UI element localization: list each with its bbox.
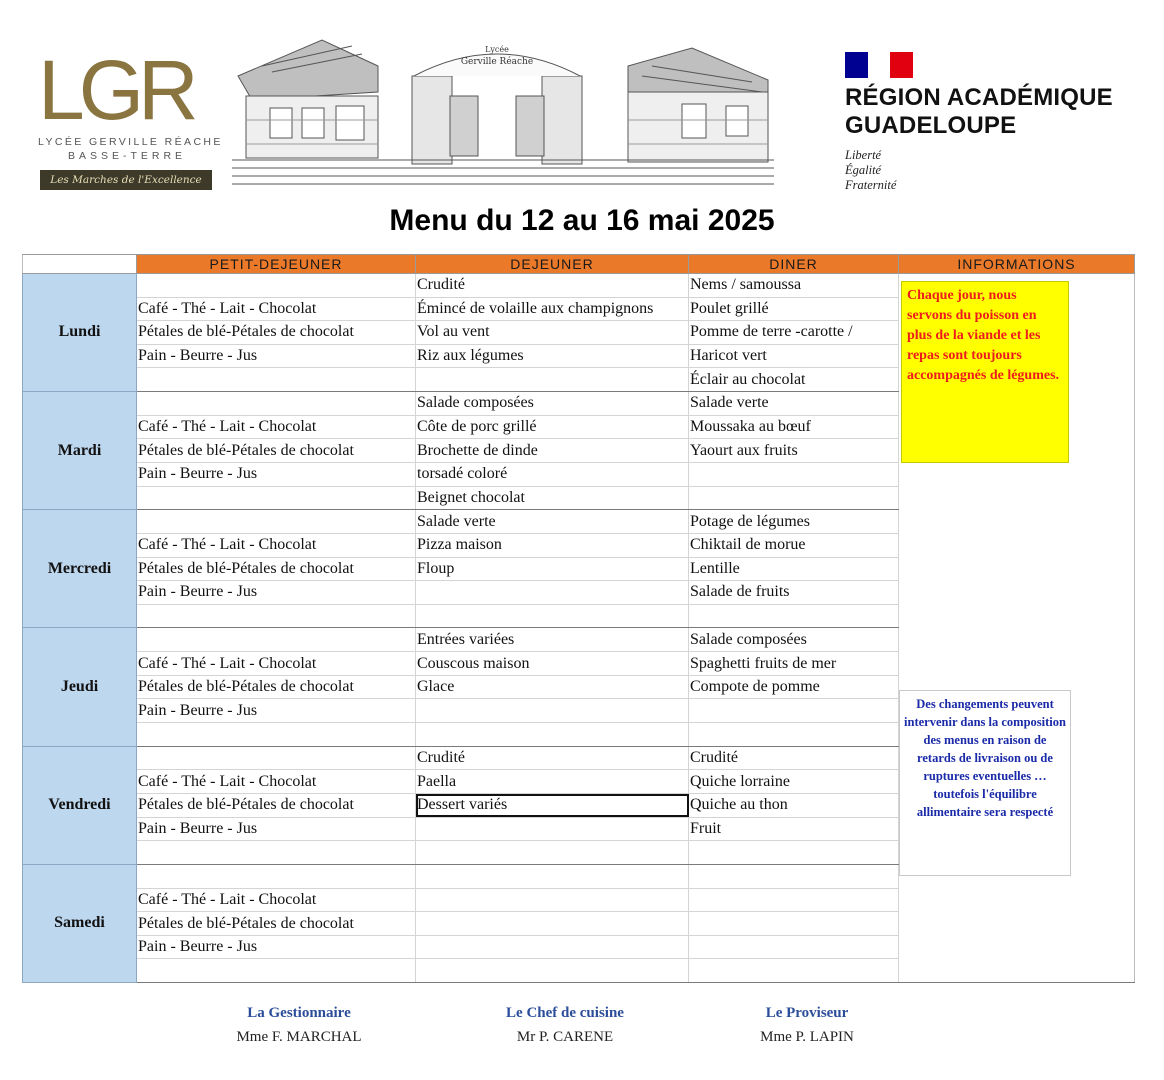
column-header-diner: DINER bbox=[689, 255, 899, 274]
signature-name: Mme F. MARCHAL bbox=[236, 1029, 362, 1045]
diner-cell[interactable] bbox=[689, 935, 899, 959]
petit-dejeuner-cell[interactable]: Café - Thé - Lait - Chocolat bbox=[137, 888, 416, 912]
dejeuner-cell[interactable] bbox=[416, 864, 689, 888]
column-header-informations: INFORMATIONS bbox=[899, 255, 1135, 274]
lgr-logo-school-name: LYCÉE GERVILLE RÉACHE bbox=[38, 136, 223, 148]
petit-dejeuner-cell[interactable]: Pain - Beurre - Jus bbox=[137, 462, 416, 486]
petit-dejeuner-cell[interactable] bbox=[137, 486, 416, 510]
petit-dejeuner-cell[interactable] bbox=[137, 391, 416, 415]
dejeuner-cell[interactable]: Crudité bbox=[416, 274, 689, 298]
dejeuner-cell[interactable] bbox=[416, 817, 689, 841]
dejeuner-cell[interactable]: Salade composées bbox=[416, 391, 689, 415]
diner-cell[interactable] bbox=[689, 841, 899, 865]
petit-dejeuner-cell[interactable]: Pétales de blé-Pétales de chocolat bbox=[137, 321, 416, 345]
signature-chef-de-cuisine bbox=[465, 1003, 665, 1047]
dejeuner-cell[interactable] bbox=[416, 841, 689, 865]
petit-dejeuner-cell[interactable] bbox=[137, 628, 416, 652]
french-flag-icon bbox=[845, 52, 913, 78]
info-note-poisson: Chaque jour, nous servons du poisson en plus de la viande et les repas sont toujours accompagnés de légumes. bbox=[901, 281, 1069, 463]
signature-role: Le Chef de cuisine bbox=[506, 1005, 624, 1021]
motto-egalite: Égalité bbox=[845, 163, 882, 177]
lgr-logo-mark: LGR bbox=[38, 43, 193, 137]
diner-cell[interactable] bbox=[689, 604, 899, 628]
petit-dejeuner-cell[interactable] bbox=[137, 746, 416, 770]
dejeuner-cell[interactable]: Paella bbox=[416, 770, 689, 794]
diner-cell[interactable]: Moussaka au bœuf bbox=[689, 415, 899, 439]
diner-cell[interactable]: Lentille bbox=[689, 557, 899, 581]
region-academique-logo bbox=[845, 52, 1113, 193]
dejeuner-cell[interactable]: Crudité bbox=[416, 746, 689, 770]
motto-fraternite: Fraternité bbox=[845, 178, 897, 192]
petit-dejeuner-cell[interactable] bbox=[137, 841, 416, 865]
petit-dejeuner-cell[interactable]: Café - Thé - Lait - Chocolat bbox=[137, 297, 416, 321]
diner-cell[interactable]: Compote de pomme bbox=[689, 675, 899, 699]
diner-cell[interactable] bbox=[689, 864, 899, 888]
informations-panel bbox=[899, 274, 1133, 982]
dejeuner-cell[interactable] bbox=[416, 935, 689, 959]
signature-gestionnaire bbox=[199, 1003, 399, 1047]
diner-cell[interactable] bbox=[689, 722, 899, 746]
petit-dejeuner-cell[interactable]: Café - Thé - Lait - Chocolat bbox=[137, 652, 416, 676]
dejeuner-cell[interactable]: Floup bbox=[416, 557, 689, 581]
diner-cell[interactable]: Haricot vert bbox=[689, 344, 899, 368]
dejeuner-cell[interactable]: Vol au vent bbox=[416, 321, 689, 345]
petit-dejeuner-cell[interactable]: Café - Thé - Lait - Chocolat bbox=[137, 534, 416, 558]
dejeuner-cell[interactable]: Entrées variées bbox=[416, 628, 689, 652]
diner-cell[interactable]: Crudité bbox=[689, 746, 899, 770]
dejeuner-cell[interactable]: Salade verte bbox=[416, 510, 689, 534]
diner-cell[interactable] bbox=[689, 462, 899, 486]
dejeuner-cell[interactable]: Couscous maison bbox=[416, 652, 689, 676]
dejeuner-cell[interactable] bbox=[416, 959, 689, 983]
petit-dejeuner-cell[interactable]: Pétales de blé-Pétales de chocolat bbox=[137, 557, 416, 581]
signature-name: Mme P. LAPIN bbox=[760, 1029, 854, 1045]
diner-cell[interactable]: Pomme de terre -carotte / bbox=[689, 321, 899, 345]
petit-dejeuner-cell[interactable]: Pain - Beurre - Jus bbox=[137, 817, 416, 841]
petit-dejeuner-cell[interactable] bbox=[137, 274, 416, 298]
petit-dejeuner-cell[interactable]: Pétales de blé-Pétales de chocolat bbox=[137, 912, 416, 936]
diner-cell[interactable]: Salade composées bbox=[689, 628, 899, 652]
dejeuner-cell[interactable] bbox=[416, 888, 689, 912]
column-header-petit-dejeuner: PETIT-DEJEUNER bbox=[137, 255, 416, 274]
diner-cell[interactable]: Nems / samoussa bbox=[689, 274, 899, 298]
lgr-logo-tagline: Les Marches de l'Excellence bbox=[40, 170, 212, 190]
diner-cell[interactable] bbox=[689, 486, 899, 510]
info-note-changements: Des changements peuvent intervenir dans la composition des menus en raison de retards de livraison ou de ruptures eventuelles … toutefois l'équilibre allimentaire sera respecté bbox=[899, 690, 1071, 876]
region-title-line2: GUADELOUPE bbox=[845, 112, 1017, 139]
dejeuner-cell[interactable]: torsadé coloré bbox=[416, 462, 689, 486]
signature-role: La Gestionnaire bbox=[247, 1005, 351, 1021]
dejeuner-cell[interactable] bbox=[416, 581, 689, 605]
petit-dejeuner-cell[interactable]: Pétales de blé-Pétales de chocolat bbox=[137, 675, 416, 699]
day-label-vendredi: Vendredi bbox=[23, 746, 137, 864]
menu-table-body bbox=[23, 274, 1135, 983]
diner-cell[interactable]: Éclair au chocolat bbox=[689, 368, 899, 392]
dejeuner-cell[interactable] bbox=[416, 912, 689, 936]
page-title: Menu du 12 au 16 mai 2025 bbox=[389, 204, 775, 237]
diner-cell[interactable] bbox=[689, 912, 899, 936]
column-header-dejeuner: DEJEUNER bbox=[416, 255, 689, 274]
building-sign-line2: Gerville Réache bbox=[460, 57, 534, 67]
diner-cell[interactable]: Spaghetti fruits de mer bbox=[689, 652, 899, 676]
petit-dejeuner-cell[interactable]: Pain - Beurre - Jus bbox=[137, 344, 416, 368]
informations-cell bbox=[899, 274, 1135, 983]
day-label-lundi: Lundi bbox=[23, 274, 137, 392]
diner-cell[interactable]: Quiche au thon bbox=[689, 794, 899, 818]
diner-cell[interactable] bbox=[689, 699, 899, 723]
diner-cell[interactable]: Salade de fruits bbox=[689, 581, 899, 605]
day-label-mardi: Mardi bbox=[23, 391, 137, 509]
diner-cell[interactable] bbox=[689, 959, 899, 983]
diner-cell[interactable]: Poulet grillé bbox=[689, 297, 899, 321]
lgr-logo-city: BASSE-TERRE bbox=[67, 150, 187, 162]
petit-dejeuner-cell[interactable] bbox=[137, 959, 416, 983]
petit-dejeuner-cell[interactable] bbox=[137, 722, 416, 746]
petit-dejeuner-cell[interactable]: Pétales de blé-Pétales de chocolat bbox=[137, 439, 416, 463]
dejeuner-cell[interactable]: Dessert variés bbox=[416, 794, 689, 818]
day-label-mercredi: Mercredi bbox=[23, 510, 137, 628]
motto-liberte: Liberté bbox=[845, 148, 882, 162]
diner-cell[interactable]: Quiche lorraine bbox=[689, 770, 899, 794]
menu-table bbox=[22, 254, 1135, 983]
dejeuner-cell[interactable] bbox=[416, 699, 689, 723]
dejeuner-cell[interactable]: Émincé de volaille aux champignons bbox=[416, 297, 689, 321]
petit-dejeuner-cell[interactable]: Pain - Beurre - Jus bbox=[137, 699, 416, 723]
day-label-jeudi: Jeudi bbox=[23, 628, 137, 746]
signature-role: Le Proviseur bbox=[765, 1005, 849, 1021]
signature-name: Mr P. CARENE bbox=[516, 1029, 614, 1045]
building-sign-line1: Lycée bbox=[485, 45, 509, 54]
dejeuner-cell[interactable]: Brochette de dinde bbox=[416, 439, 689, 463]
header-blank-cell bbox=[23, 255, 137, 274]
diner-cell[interactable]: Potage de légumes bbox=[689, 510, 899, 534]
table-row bbox=[23, 274, 1135, 298]
school-building-illustration bbox=[232, 36, 774, 188]
petit-dejeuner-cell[interactable]: Pétales de blé-Pétales de chocolat bbox=[137, 794, 416, 818]
dejeuner-cell[interactable]: Glace bbox=[416, 675, 689, 699]
petit-dejeuner-cell[interactable]: Pain - Beurre - Jus bbox=[137, 935, 416, 959]
diner-cell[interactable]: Salade verte bbox=[689, 391, 899, 415]
petit-dejeuner-cell[interactable]: Café - Thé - Lait - Chocolat bbox=[137, 770, 416, 794]
petit-dejeuner-cell[interactable] bbox=[137, 604, 416, 628]
diner-cell[interactable]: Chiktail de morue bbox=[689, 534, 899, 558]
diner-cell[interactable]: Fruit bbox=[689, 817, 899, 841]
petit-dejeuner-cell[interactable] bbox=[137, 864, 416, 888]
dejeuner-cell[interactable]: Côte de porc grillé bbox=[416, 415, 689, 439]
petit-dejeuner-cell[interactable] bbox=[137, 368, 416, 392]
dejeuner-cell[interactable] bbox=[416, 604, 689, 628]
lgr-logo bbox=[38, 43, 223, 162]
petit-dejeuner-cell[interactable]: Pain - Beurre - Jus bbox=[137, 581, 416, 605]
day-label-samedi: Samedi bbox=[23, 864, 137, 982]
dejeuner-cell[interactable]: Beignet chocolat bbox=[416, 486, 689, 510]
petit-dejeuner-cell[interactable]: Café - Thé - Lait - Chocolat bbox=[137, 415, 416, 439]
diner-cell[interactable]: Yaourt aux fruits bbox=[689, 439, 899, 463]
dejeuner-cell[interactable]: Riz aux légumes bbox=[416, 344, 689, 368]
diner-cell[interactable] bbox=[689, 888, 899, 912]
dejeuner-cell[interactable] bbox=[416, 368, 689, 392]
signature-proviseur bbox=[707, 1003, 907, 1047]
dejeuner-cell[interactable] bbox=[416, 722, 689, 746]
petit-dejeuner-cell[interactable] bbox=[137, 510, 416, 534]
table-header-row bbox=[23, 255, 1135, 274]
dejeuner-cell[interactable]: Pizza maison bbox=[416, 534, 689, 558]
region-title-line1: RÉGION ACADÉMIQUE bbox=[845, 84, 1113, 111]
